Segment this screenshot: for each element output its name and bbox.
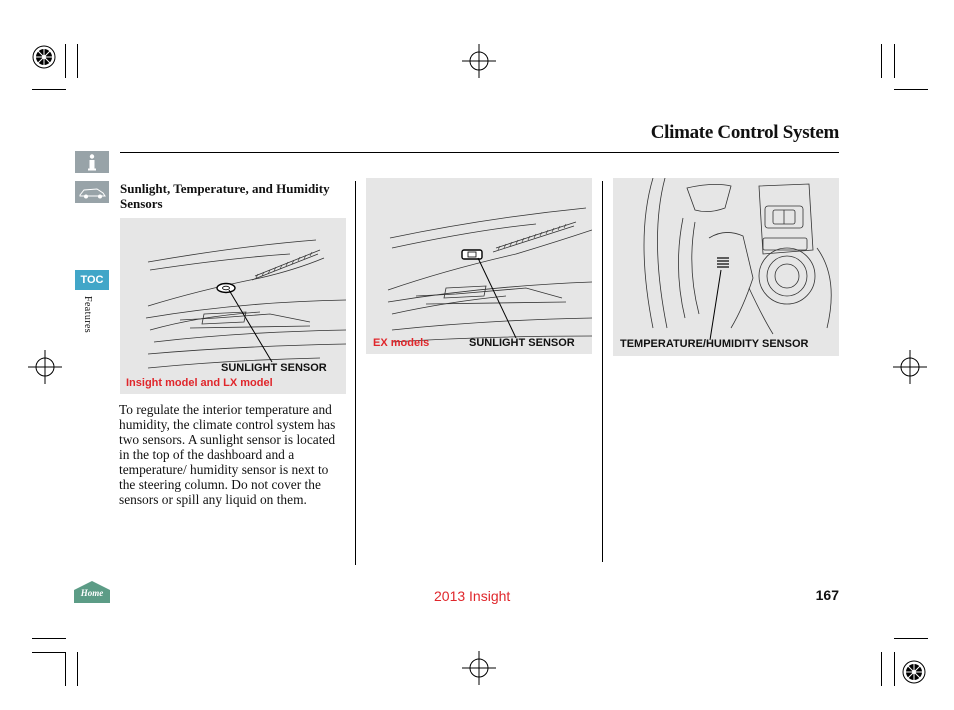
figure-variant-label: EX models (373, 337, 430, 349)
column-divider (602, 181, 603, 562)
figure-variant-label: Insight model and LX model (126, 377, 273, 389)
info-icon (75, 151, 109, 173)
column-divider (355, 181, 356, 565)
section-tab-label: Features (82, 296, 93, 334)
figure-caption: TEMPERATURE/HUMIDITY SENSOR (620, 338, 809, 350)
info-button[interactable] (75, 151, 109, 173)
header-rule (120, 152, 839, 153)
body-text: To regulate the interior temperature and humidity, the climate control system has two sensors. A sunlight sensor is located in the top of the dashboard and a temperature/ humidity sensor is next to the steering column. Do not cover the sensors or spill any liquid on them. (119, 402, 336, 507)
car-icon (75, 181, 109, 203)
section-heading: Sunlight, Temperature, and Humidity Sensors (120, 181, 330, 211)
toc-button[interactable]: TOC (75, 270, 109, 290)
steering-column-illustration-icon (613, 178, 839, 356)
figure-sunlight-sensor-ex (366, 178, 592, 354)
model-year-footer: 2013 Insight (434, 588, 511, 604)
figure-caption: SUNLIGHT SENSOR (469, 337, 575, 349)
page-title: Climate Control System (650, 122, 839, 143)
home-label[interactable]: Home (80, 588, 104, 598)
figure-temperature-humidity-sensor (613, 178, 839, 356)
vehicle-index-button[interactable] (75, 181, 109, 203)
page-number: 167 (815, 587, 839, 603)
body-paragraph (119, 402, 347, 507)
dashboard-illustration-icon (366, 178, 592, 354)
figure-caption: SUNLIGHT SENSOR (221, 362, 327, 374)
